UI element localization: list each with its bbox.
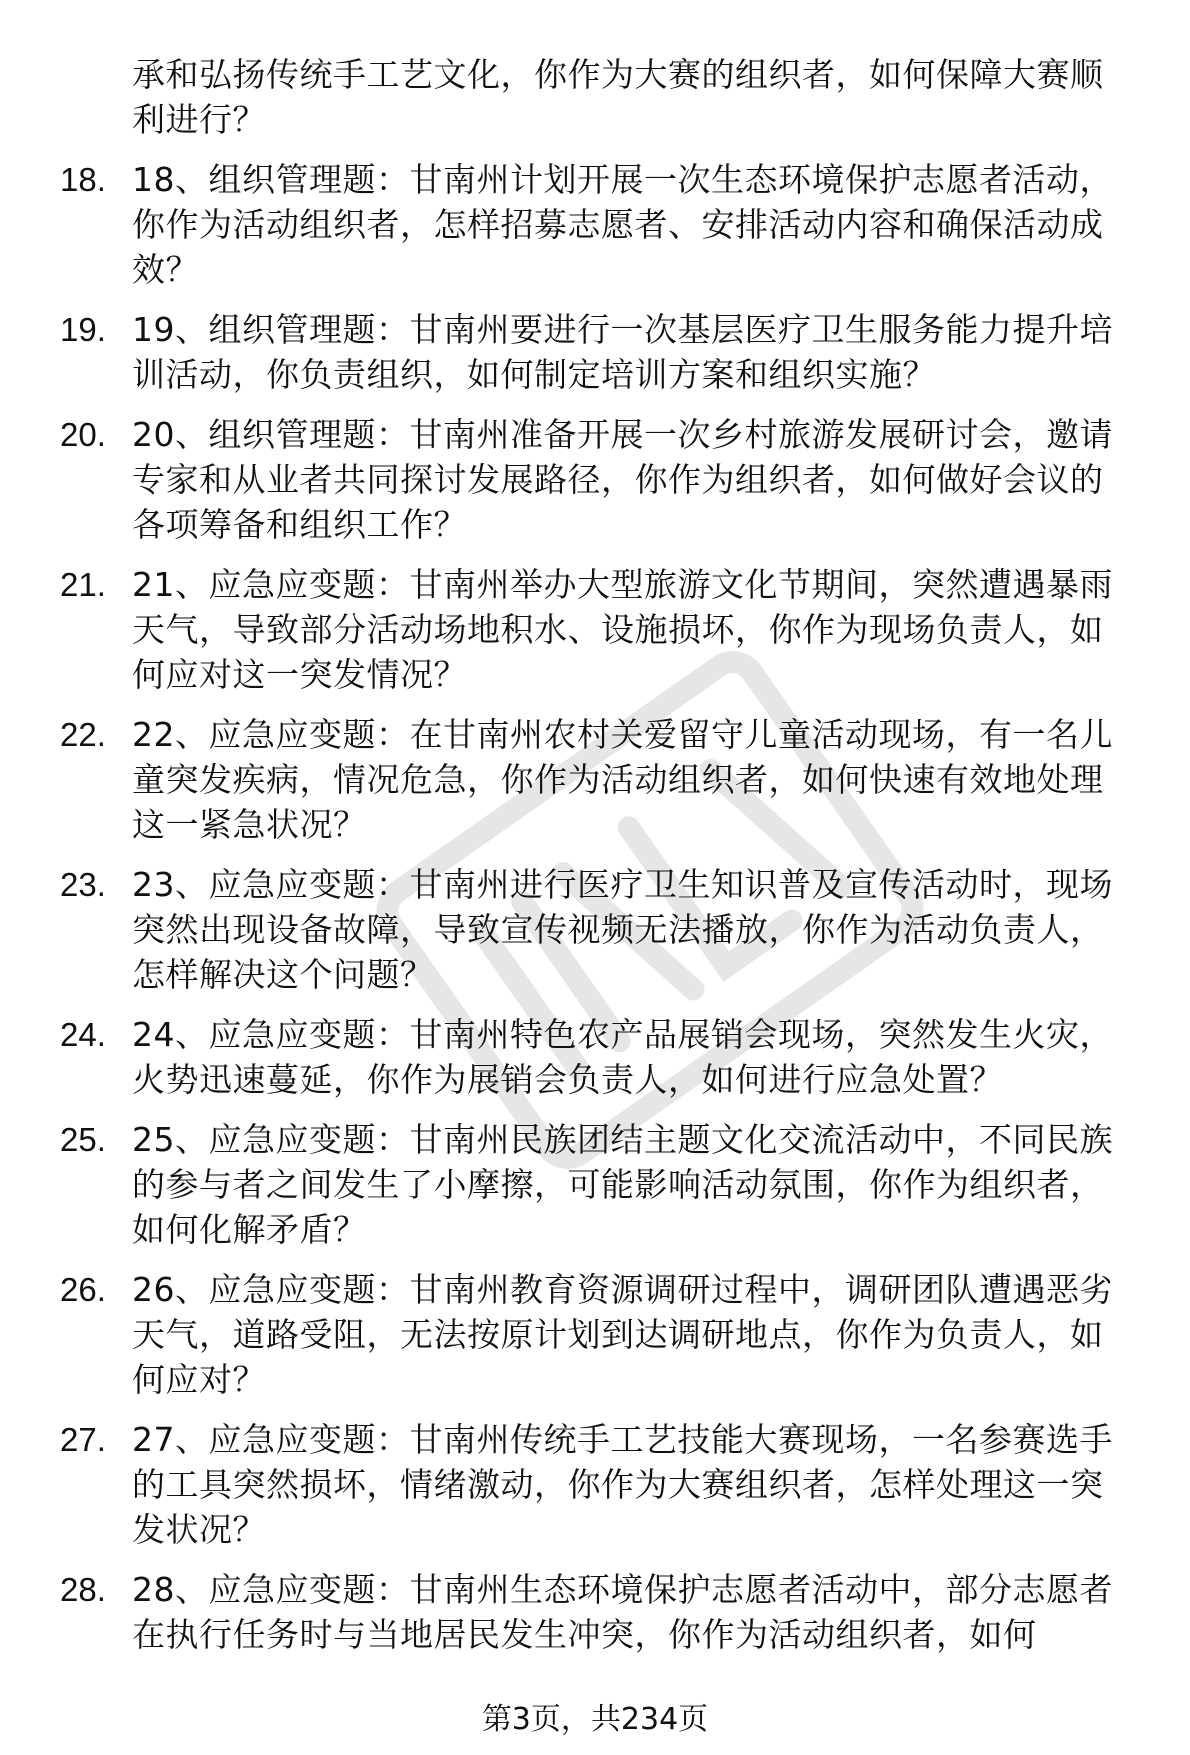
item-text: 28、应急应变题：甘南州生态环境保护志愿者活动中，部分志愿者在执行任务时与当地居民发生冲突，你作为活动组织者，如何 (132, 1570, 1113, 1654)
item-text: 23、应急应变题：甘南州进行医疗卫生知识普及宣传活动时，现场突然出现设备故障，导致宣传视频无法播放，你作为活动负责人，怎样解决这个问题？ (132, 865, 1113, 994)
list-item (60, 1012, 1140, 1102)
item-text: 21、应急应变题：甘南州举办大型旅游文化节期间，突然遭遇暴雨天气，导致部分活动场地积水、设施损坏，你作为现场负责人，如何应对这一突发情况？ (132, 565, 1113, 694)
list-item (60, 862, 1140, 997)
item-text: 25、应急应变题：甘南州民族团结主题文化交流活动中，不同民族的参与者之间发生了小摩擦，可能影响活动氛围，你作为组织者，如何化解矛盾？ (132, 1120, 1113, 1249)
item-number: 23. (60, 866, 106, 903)
list-item (60, 562, 1140, 697)
item-number: 27. (60, 1421, 106, 1458)
continuation-text: 承和弘扬传统手工艺文化，你作为大赛的组织者，如何保障大赛顺利进行？ (132, 55, 1104, 139)
item-number: 24. (60, 1016, 106, 1053)
item-number: 26. (60, 1271, 106, 1308)
item-text: 26、应急应变题：甘南州教育资源调研过程中，调研团队遭遇恶劣天气，道路受阻，无法按原计划到达调研地点，你作为负责人，如何应对？ (132, 1270, 1113, 1399)
list-item (60, 307, 1140, 397)
item-number: 20. (60, 416, 106, 453)
question-list (60, 52, 1140, 1657)
item-number: 25. (60, 1121, 106, 1158)
list-item (60, 1417, 1140, 1552)
item-text: 18、组织管理题：甘南州计划开展一次生态环境保护志愿者活动，你作为活动组织者，怎样招募志愿者、安排活动内容和确保活动成效？ (132, 160, 1113, 289)
list-item (60, 1117, 1140, 1252)
list-item (60, 1267, 1140, 1402)
item-number: 28. (60, 1571, 106, 1608)
items-container (60, 157, 1140, 1657)
item-text: 27、应急应变题：甘南州传统手工艺技能大赛现场，一名参赛选手的工具突然损坏，情绪激动，你作为大赛组织者，怎样处理这一突发状况？ (132, 1420, 1113, 1549)
list-item (60, 1567, 1140, 1657)
item-number: 21. (60, 566, 106, 603)
list-item (60, 712, 1140, 847)
page-footer: 第3页，共234页 (481, 1702, 709, 1737)
item-number: 19. (60, 311, 106, 348)
item-number: 22. (60, 716, 106, 753)
list-item (60, 157, 1140, 292)
item-number: 18. (60, 161, 106, 198)
item-text: 20、组织管理题：甘南州准备开展一次乡村旅游发展研讨会，邀请专家和从业者共同探讨发展路径，你作为组织者，如何做好会议的各项筹备和组织工作？ (132, 415, 1113, 544)
item-text: 24、应急应变题：甘南州特色农产品展销会现场，突然发生火灾，火势迅速蔓延，你作为展销会负责人，如何进行应急处置？ (132, 1015, 1113, 1099)
item-text: 22、应急应变题：在甘南州农村关爱留守儿童活动现场，有一名儿童突发疾病，情况危急，你作为活动组织者，如何快速有效地处理这一紧急状况？ (132, 715, 1113, 844)
item-text: 19、组织管理题：甘南州要进行一次基层医疗卫生服务能力提升培训活动，你负责组织，如何制定培训方案和组织实施？ (132, 310, 1113, 394)
list-item (60, 412, 1140, 547)
